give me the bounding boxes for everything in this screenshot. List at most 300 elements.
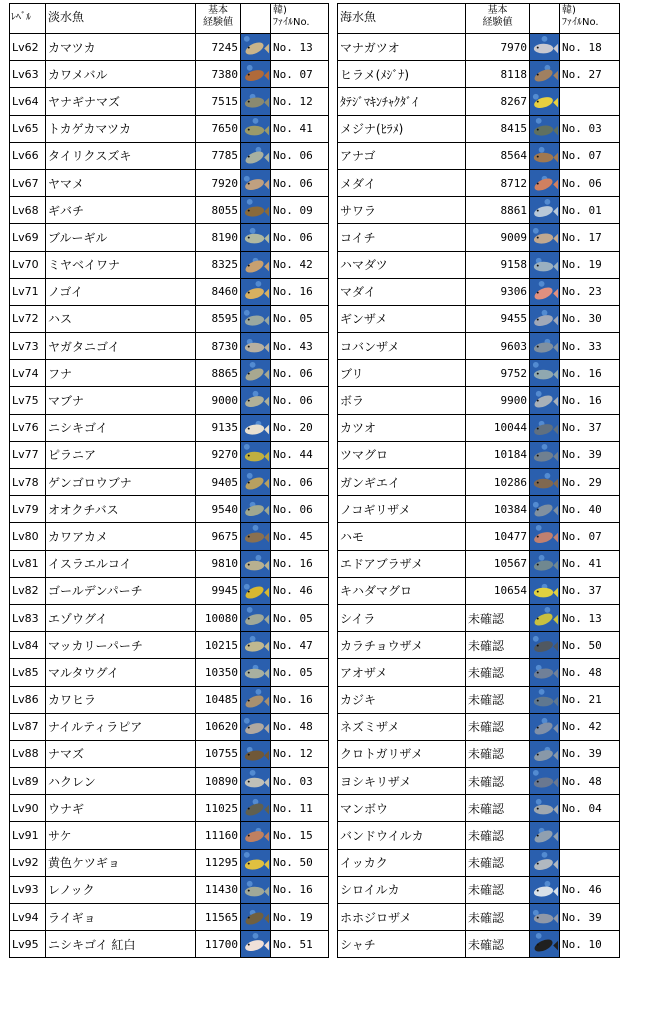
freshwater-exp-cell: 8325	[196, 251, 241, 278]
freshwater-exp-cell: 9675	[196, 523, 241, 550]
freshwater-file-cell: No. 09	[271, 197, 329, 224]
fish-icon	[241, 224, 270, 250]
freshwater-exp-cell: 9810	[196, 550, 241, 577]
column-gap	[329, 876, 338, 903]
saltwater-exp-cell: 未確認	[466, 904, 530, 931]
saltwater-name-cell: イッカク	[338, 849, 466, 876]
freshwater-file-cell: No. 13	[271, 34, 329, 61]
saltwater-name-cell: ギンザメ	[338, 305, 466, 332]
saltwater-exp-cell: 9752	[466, 360, 530, 387]
fish-icon	[530, 877, 559, 903]
table-row	[10, 469, 620, 496]
column-gap	[329, 4, 338, 34]
freshwater-name-cell: ミヤベイワナ	[46, 251, 196, 278]
fish-icon	[530, 88, 559, 114]
freshwater-exp-cell: 7920	[196, 169, 241, 196]
freshwater-name-cell: カワヒラ	[46, 686, 196, 713]
freshwater-name-cell: ナマズ	[46, 740, 196, 767]
fish-icon	[530, 496, 559, 522]
freshwater-image-cell	[241, 577, 271, 604]
freshwater-exp-cell: 7650	[196, 115, 241, 142]
freshwater-name-cell: ゲンゴロウブナ	[46, 469, 196, 496]
saltwater-exp-cell: 未確認	[466, 931, 530, 958]
fish-icon	[530, 279, 559, 305]
column-gap	[329, 387, 338, 414]
saltwater-image-cell	[530, 740, 560, 767]
fish-icon	[241, 469, 270, 495]
saltwater-image-cell	[530, 360, 560, 387]
freshwater-header: 淡水魚	[46, 4, 196, 34]
saltwater-name-cell: シロイルカ	[338, 876, 466, 903]
freshwater-exp-cell: 7245	[196, 34, 241, 61]
saltwater-exp-cell: 9900	[466, 387, 530, 414]
freshwater-file-cell: No. 12	[271, 740, 329, 767]
column-gap	[329, 496, 338, 523]
freshwater-exp-cell: 10890	[196, 768, 241, 795]
column-gap	[329, 577, 338, 604]
freshwater-image-cell	[241, 849, 271, 876]
freshwater-exp-cell: 10485	[196, 686, 241, 713]
freshwater-image-header	[241, 4, 271, 34]
level-cell: Lv95	[10, 931, 46, 958]
freshwater-image-cell	[241, 360, 271, 387]
saltwater-file-cell: No. 48	[560, 768, 620, 795]
fish-icon	[530, 306, 559, 332]
table-row	[10, 822, 620, 849]
saltwater-image-cell	[530, 849, 560, 876]
level-cell: Lv81	[10, 550, 46, 577]
freshwater-exp-cell: 10755	[196, 740, 241, 767]
level-cell: Lv86	[10, 686, 46, 713]
fish-icon	[530, 659, 559, 685]
level-cell: Lv88	[10, 740, 46, 767]
fish-icon	[241, 523, 270, 549]
saltwater-exp-cell: 未確認	[466, 768, 530, 795]
freshwater-name-cell: ピラニア	[46, 441, 196, 468]
column-gap	[329, 34, 338, 61]
freshwater-name-cell: レノック	[46, 876, 196, 903]
freshwater-image-cell	[241, 496, 271, 523]
freshwater-image-cell	[241, 523, 271, 550]
table-body	[10, 34, 620, 958]
freshwater-name-cell: ニシキゴイ 紅白	[46, 931, 196, 958]
freshwater-name-cell: ヤガタニゴイ	[46, 333, 196, 360]
saltwater-name-cell: ネズミザメ	[338, 713, 466, 740]
saltwater-file-cell	[560, 822, 620, 849]
table-row	[10, 795, 620, 822]
column-gap	[329, 659, 338, 686]
fish-icon	[530, 632, 559, 658]
saltwater-image-header	[530, 4, 560, 34]
saltwater-exp-cell: 8415	[466, 115, 530, 142]
freshwater-exp-cell: 11700	[196, 931, 241, 958]
freshwater-exp-cell: 8865	[196, 360, 241, 387]
saltwater-exp-cell: 10044	[466, 414, 530, 441]
saltwater-file-cell: No. 50	[560, 632, 620, 659]
saltwater-name-cell: シイラ	[338, 604, 466, 631]
saltwater-name-cell: マナガツオ	[338, 34, 466, 61]
saltwater-file-cell: No. 23	[560, 278, 620, 305]
level-cell: Lv73	[10, 333, 46, 360]
freshwater-exp-cell: 8595	[196, 305, 241, 332]
freshwater-image-cell	[241, 115, 271, 142]
freshwater-file-cell: No. 19	[271, 904, 329, 931]
freshwater-image-cell	[241, 387, 271, 414]
saltwater-exp-cell: 10567	[466, 550, 530, 577]
column-gap	[329, 686, 338, 713]
saltwater-image-cell	[530, 931, 560, 958]
saltwater-name-cell: アナゴ	[338, 142, 466, 169]
freshwater-exp-cell: 11160	[196, 822, 241, 849]
freshwater-name-cell: マルタウグイ	[46, 659, 196, 686]
freshwater-name-cell: ノゴイ	[46, 278, 196, 305]
freshwater-exp-cell: 9540	[196, 496, 241, 523]
saltwater-image-cell	[530, 795, 560, 822]
column-gap	[329, 441, 338, 468]
fish-icon	[241, 116, 270, 142]
saltwater-image-cell	[530, 713, 560, 740]
column-gap	[329, 88, 338, 115]
table-row	[10, 523, 620, 550]
fish-icon	[241, 904, 270, 930]
level-cell: Lv87	[10, 713, 46, 740]
level-cell: Lv83	[10, 604, 46, 631]
fish-icon	[241, 306, 270, 332]
freshwater-exp-cell: 10215	[196, 632, 241, 659]
column-gap	[329, 224, 338, 251]
level-cell: Lv90	[10, 795, 46, 822]
fish-icon	[241, 197, 270, 223]
saltwater-file-cell: No. 39	[560, 904, 620, 931]
saltwater-name-cell: バンドウイルカ	[338, 822, 466, 849]
level-cell: Lv64	[10, 88, 46, 115]
saltwater-name-cell: マンボウ	[338, 795, 466, 822]
table-row	[10, 632, 620, 659]
freshwater-name-cell: イスラエルコイ	[46, 550, 196, 577]
saltwater-file-cell: No. 33	[560, 333, 620, 360]
saltwater-name-cell: ガンギエイ	[338, 469, 466, 496]
freshwater-name-cell: 黄色ケツギョ	[46, 849, 196, 876]
level-cell: Lv75	[10, 387, 46, 414]
saltwater-file-cell: No. 27	[560, 61, 620, 88]
fish-icon	[241, 333, 270, 359]
freshwater-exp-cell: 9000	[196, 387, 241, 414]
table-row	[10, 414, 620, 441]
level-cell: Lv62	[10, 34, 46, 61]
saltwater-exp-cell: 9009	[466, 224, 530, 251]
saltwater-file-cell: No. 29	[560, 469, 620, 496]
saltwater-exp-cell: 8712	[466, 169, 530, 196]
fish-icon	[241, 822, 270, 848]
level-cell: Lv67	[10, 169, 46, 196]
saltwater-name-cell: ﾀﾃｼﾞﾏｷﾝﾁｬｸﾀﾞｲ	[338, 88, 466, 115]
freshwater-name-cell: ブルーギル	[46, 224, 196, 251]
fish-icon	[530, 170, 559, 196]
saltwater-file-cell: No. 13	[560, 604, 620, 631]
saltwater-file-cell: No. 48	[560, 659, 620, 686]
freshwater-name-cell: フナ	[46, 360, 196, 387]
exp-header-line1: 基本	[487, 5, 508, 16]
level-header: ﾚﾍﾞﾙ	[10, 4, 46, 34]
freshwater-file-cell: No. 16	[271, 876, 329, 903]
level-cell: Lv82	[10, 577, 46, 604]
saltwater-file-cell: No. 04	[560, 795, 620, 822]
freshwater-name-cell: ニシキゴイ	[46, 414, 196, 441]
freshwater-image-cell	[241, 414, 271, 441]
freshwater-exp-cell: 9270	[196, 441, 241, 468]
fish-icon	[530, 904, 559, 930]
saltwater-image-cell	[530, 822, 560, 849]
fish-icon	[530, 442, 559, 468]
freshwater-exp-cell: 10350	[196, 659, 241, 686]
freshwater-name-cell: カワメバル	[46, 61, 196, 88]
saltwater-image-cell	[530, 34, 560, 61]
freshwater-image-cell	[241, 441, 271, 468]
fish-icon	[530, 252, 559, 278]
column-gap	[329, 469, 338, 496]
saltwater-image-cell	[530, 251, 560, 278]
freshwater-file-cell: No. 16	[271, 686, 329, 713]
table-row	[10, 686, 620, 713]
saltwater-file-cell: No. 07	[560, 523, 620, 550]
saltwater-name-cell: ボラ	[338, 387, 466, 414]
saltwater-file-cell: No. 16	[560, 387, 620, 414]
level-cell: Lv84	[10, 632, 46, 659]
freshwater-file-cell: No. 06	[271, 169, 329, 196]
saltwater-file-cell: No. 19	[560, 251, 620, 278]
saltwater-exp-cell: 10654	[466, 577, 530, 604]
file-header-line2: ﾌｧｲﾙNo.	[273, 17, 310, 28]
fish-icon	[530, 415, 559, 441]
freshwater-file-cell: No. 45	[271, 523, 329, 550]
level-cell: Lv79	[10, 496, 46, 523]
freshwater-image-cell	[241, 768, 271, 795]
fish-icon	[241, 877, 270, 903]
saltwater-image-cell	[530, 523, 560, 550]
freshwater-exp-cell: 11025	[196, 795, 241, 822]
exp-header-line1: 基本	[208, 5, 228, 16]
file-header-line2: ﾌｧｲﾙNo.	[562, 17, 599, 28]
fish-icon	[241, 931, 270, 957]
table-header-row	[10, 4, 620, 34]
level-cell: Lv70	[10, 251, 46, 278]
freshwater-file-cell: No. 51	[271, 931, 329, 958]
fish-icon	[241, 442, 270, 468]
fish-icon	[530, 197, 559, 223]
freshwater-file-cell: No. 06	[271, 142, 329, 169]
saltwater-image-cell	[530, 604, 560, 631]
freshwater-image-cell	[241, 61, 271, 88]
table-row	[10, 278, 620, 305]
table-row	[10, 577, 620, 604]
freshwater-file-cell: No. 47	[271, 632, 329, 659]
saltwater-name-cell: メダイ	[338, 169, 466, 196]
saltwater-name-cell: ブリ	[338, 360, 466, 387]
freshwater-name-cell: トカゲカマツカ	[46, 115, 196, 142]
freshwater-file-cell: No. 42	[271, 251, 329, 278]
saltwater-file-cell: No. 03	[560, 115, 620, 142]
fish-icon	[241, 496, 270, 522]
freshwater-file-cell: No. 06	[271, 360, 329, 387]
table-row	[10, 904, 620, 931]
freshwater-name-cell: マブナ	[46, 387, 196, 414]
saltwater-file-cell: No. 37	[560, 414, 620, 441]
fish-icon	[530, 360, 559, 386]
saltwater-image-cell	[530, 659, 560, 686]
table-row	[10, 142, 620, 169]
freshwater-image-cell	[241, 659, 271, 686]
saltwater-exp-cell: 未確認	[466, 632, 530, 659]
saltwater-name-cell: ヨシキリザメ	[338, 768, 466, 795]
freshwater-exp-header	[196, 4, 241, 34]
saltwater-file-cell: No. 37	[560, 577, 620, 604]
column-gap	[329, 550, 338, 577]
level-cell: Lv85	[10, 659, 46, 686]
saltwater-image-cell	[530, 550, 560, 577]
fish-icon	[241, 741, 270, 767]
table-row	[10, 360, 620, 387]
fish-icon	[530, 850, 559, 876]
saltwater-name-cell: キハダマグロ	[338, 577, 466, 604]
fish-icon	[530, 387, 559, 413]
saltwater-name-cell: ハモ	[338, 523, 466, 550]
freshwater-image-cell	[241, 550, 271, 577]
freshwater-file-cell: No. 06	[271, 387, 329, 414]
saltwater-name-cell: マダイ	[338, 278, 466, 305]
freshwater-name-cell: ライギョ	[46, 904, 196, 931]
freshwater-image-cell	[241, 142, 271, 169]
table-row	[10, 251, 620, 278]
saltwater-name-cell: メジナ(ﾋﾗﾒ)	[338, 115, 466, 142]
saltwater-file-cell: No. 40	[560, 496, 620, 523]
saltwater-exp-cell: 9603	[466, 333, 530, 360]
saltwater-exp-cell: 8118	[466, 61, 530, 88]
freshwater-exp-cell: 10620	[196, 713, 241, 740]
freshwater-name-cell: マッカリーパーチ	[46, 632, 196, 659]
freshwater-file-cell: No. 05	[271, 604, 329, 631]
fish-icon	[530, 822, 559, 848]
fish-icon	[530, 605, 559, 631]
table-row	[10, 768, 620, 795]
file-header-line1: 韓)	[273, 5, 287, 16]
saltwater-image-cell	[530, 686, 560, 713]
saltwater-file-cell: No. 42	[560, 713, 620, 740]
saltwater-image-cell	[530, 577, 560, 604]
fish-icon	[241, 551, 270, 577]
freshwater-image-cell	[241, 34, 271, 61]
fish-icon	[530, 61, 559, 87]
saltwater-exp-cell: 未確認	[466, 822, 530, 849]
freshwater-image-cell	[241, 224, 271, 251]
saltwater-name-cell: クロトガリザメ	[338, 740, 466, 767]
freshwater-name-cell: カワアカメ	[46, 523, 196, 550]
saltwater-header: 海水魚	[338, 4, 466, 34]
table-row	[10, 88, 620, 115]
freshwater-exp-cell: 11565	[196, 904, 241, 931]
saltwater-exp-cell: 9306	[466, 278, 530, 305]
fish-icon	[241, 687, 270, 713]
fish-icon	[241, 578, 270, 604]
fish-level-table	[9, 3, 620, 958]
level-cell: Lv68	[10, 197, 46, 224]
saltwater-exp-cell: 9455	[466, 305, 530, 332]
freshwater-file-cell: No. 44	[271, 441, 329, 468]
fish-icon	[241, 88, 270, 114]
table-row	[10, 387, 620, 414]
freshwater-file-cell: No. 06	[271, 496, 329, 523]
saltwater-exp-cell: 7970	[466, 34, 530, 61]
fish-icon	[241, 714, 270, 740]
saltwater-file-cell	[560, 88, 620, 115]
saltwater-file-cell: No. 39	[560, 740, 620, 767]
level-cell: Lv74	[10, 360, 46, 387]
freshwater-name-cell: オオクチバス	[46, 496, 196, 523]
fish-icon	[530, 116, 559, 142]
saltwater-exp-cell: 未確認	[466, 795, 530, 822]
saltwater-exp-cell: 未確認	[466, 713, 530, 740]
saltwater-image-cell	[530, 115, 560, 142]
freshwater-exp-cell: 8730	[196, 333, 241, 360]
freshwater-file-header	[271, 4, 329, 34]
column-gap	[329, 197, 338, 224]
freshwater-image-cell	[241, 604, 271, 631]
freshwater-name-cell: ハクレン	[46, 768, 196, 795]
fish-icon	[530, 143, 559, 169]
level-cell: Lv72	[10, 305, 46, 332]
table-row	[10, 61, 620, 88]
saltwater-exp-cell: 未確認	[466, 686, 530, 713]
column-gap	[329, 768, 338, 795]
saltwater-image-cell	[530, 469, 560, 496]
fish-icon	[241, 279, 270, 305]
exp-header-line2: 経験値	[203, 17, 233, 28]
table-row	[10, 931, 620, 958]
saltwater-image-cell	[530, 333, 560, 360]
saltwater-file-cell: No. 06	[560, 169, 620, 196]
freshwater-exp-cell: 9945	[196, 577, 241, 604]
freshwater-image-cell	[241, 333, 271, 360]
saltwater-file-cell: No. 18	[560, 34, 620, 61]
saltwater-name-cell: カツオ	[338, 414, 466, 441]
column-gap	[329, 713, 338, 740]
saltwater-exp-cell: 9158	[466, 251, 530, 278]
freshwater-file-cell: No. 03	[271, 768, 329, 795]
saltwater-image-cell	[530, 387, 560, 414]
fish-icon	[241, 605, 270, 631]
table-row	[10, 34, 620, 61]
fish-icon	[241, 850, 270, 876]
saltwater-file-header	[560, 4, 620, 34]
column-gap	[329, 740, 338, 767]
level-cell: Lv65	[10, 115, 46, 142]
saltwater-exp-cell: 未確認	[466, 876, 530, 903]
fish-icon	[241, 143, 270, 169]
fish-icon	[241, 795, 270, 821]
saltwater-image-cell	[530, 142, 560, 169]
level-cell: Lv93	[10, 876, 46, 903]
freshwater-file-cell: No. 05	[271, 305, 329, 332]
column-gap	[329, 604, 338, 631]
saltwater-file-cell: No. 39	[560, 441, 620, 468]
fish-icon	[241, 768, 270, 794]
level-cell: Lv91	[10, 822, 46, 849]
table-row	[10, 659, 620, 686]
level-cell: Lv71	[10, 278, 46, 305]
level-cell: Lv66	[10, 142, 46, 169]
level-cell: Lv63	[10, 61, 46, 88]
table-row	[10, 441, 620, 468]
fish-icon	[530, 714, 559, 740]
